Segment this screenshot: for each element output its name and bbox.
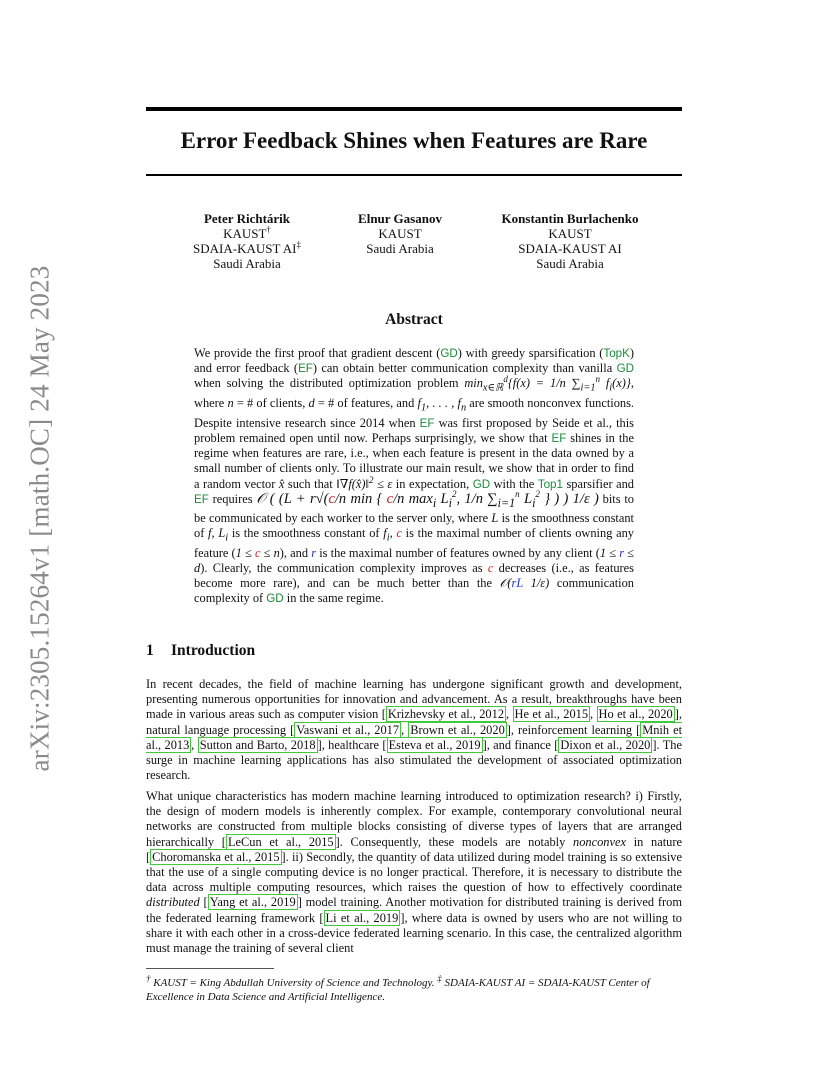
- citation-link[interactable]: Esteva et al., 2019: [388, 737, 481, 752]
- problem-formula: $\min_{x\in ℝ}^d\{f(x) = 1/n$ $\sum_{i=1}^n$ $f_i(x)$}: [464, 374, 631, 394]
- author-3-affiliation-2: SDAIA-KAUST AI: [518, 241, 622, 256]
- double-dagger-mark: ‡: [296, 239, 301, 250]
- footnote-rule: [146, 968, 274, 969]
- acronym-gd: GD: [472, 477, 491, 491]
- dagger-mark: †: [266, 224, 271, 235]
- author-1-country: Saudi Arabia: [213, 256, 281, 271]
- author-2: [344, 211, 456, 256]
- section-number: 1: [146, 642, 154, 659]
- acronym-ef: EF: [194, 492, 209, 506]
- citation-link[interactable]: Vaswani et al., 2017: [296, 722, 400, 737]
- author-3-affiliation-1: KAUST: [548, 226, 592, 241]
- citation-link[interactable]: Choromanska et al., 2015: [152, 849, 280, 864]
- citation-link[interactable]: LeCun et al., 2015: [227, 834, 334, 849]
- double-dagger-mark: ‡: [437, 973, 442, 984]
- author-3-country: Saudi Arabia: [536, 256, 604, 271]
- acronym-topk: TopK: [603, 347, 630, 360]
- citation-link[interactable]: Sutton and Barto, 2018: [199, 737, 316, 752]
- acronym-ef: EF: [551, 431, 567, 445]
- citation-link[interactable]: Mnih et al., 2013: [146, 722, 683, 752]
- author-2-country: Saudi Arabia: [366, 241, 434, 256]
- abstract-heading: Abstract: [385, 311, 443, 328]
- emphasis-nonconvex: nonconvex: [573, 834, 626, 849]
- acronym-gd: GD: [440, 347, 458, 360]
- acronym-top1: Top1: [537, 477, 563, 491]
- author-1-affiliation-1: KAUST†: [223, 224, 271, 241]
- citation-link[interactable]: Yang et al., 2019: [209, 895, 296, 910]
- abstract-text: We provide the first proof that gradient descent (GD) with greedy sparsification (TopK) and error feedback (EF) can obtain better communication complexity than vanilla GD when solving the distributed optimization problem $\min_{x\in ℝ}^d\{f(x) = 1/n$ $\sum_{i=1}^n$ $f_i(x)$}, where n = # of clients, d = # of features, and $f_1$, . . . , $f_n$ are smooth nonconvex functions. Despite intensive research since 2014 when EF was first proposed by Seide et al., this problem remained open until now. Perhaps surprisingly, we show that EF shines in the regime when features are rare, i.e., when each feature is present in the data owned by a small number of clients only. To illustrate our main result, we show that in order to find a random vector x̂ such that ‖∇f(x̂)‖$^2$ ≤ ε in expectation, GD with the Top1 sparsifier and EF requires 𝒪 ( (L + r√(c/n min { c/n $\max_i L_i^2$, 1/n $\sum_{i=1}^n$ $L_i^2$ } ) ) 1/ε ) bits to be communicated by each worker to the server only, where L is the smoothness constant of f, $L_i$ is the smoothness constant of $f_i$, c is the maximal number of clients owning any feature (1 ≤ c ≤ n), and r is the maximal number of features owned by any client (1 ≤ r ≤ d). Clearly, the communication complexity improves as c decreases (i.e., as features become more rare), and can be much better than the 𝒪(rL 1/ε) communication complexity of GD in the same regime.: [194, 346, 635, 606]
- citation-link[interactable]: Ho et al., 2020: [598, 707, 673, 722]
- citation-link[interactable]: He et al., 2015: [514, 707, 589, 722]
- author-1-name: Peter Richtárik: [203, 211, 291, 226]
- citation-link[interactable]: Dixon et al., 2020: [560, 737, 651, 752]
- author-2-name: Elnur Gasanov: [358, 211, 442, 226]
- arxiv-identifier-text: arXiv:2305.15264v1 [math.OC] 24 May 2023: [24, 265, 55, 771]
- author-block: [146, 211, 682, 281]
- complexity-formula: 𝒪 ( (L + r√(c/n min { c/n $\max_i L_i^2$, 1/n $\sum_{i=1}^n$ $L_i^2$ } ) ) 1/ε ): [256, 488, 599, 510]
- acronym-gd: GD: [616, 362, 635, 376]
- section-title: Introduction: [171, 642, 256, 659]
- citation-link[interactable]: Li et al., 2019: [325, 910, 399, 925]
- author-1: [182, 211, 312, 271]
- intro-paragraph-2: What unique characteristics has modern machine learning introduced to optimization research? i) Firstly, the design of modern models is inherently complex. For example, contemporary convolutional neural networks are constructed from multiple blocks consisting of diverse types of layers that are arranged hierarchically [ LeCun et al., 2015 ]. Consequently, these models are notably nonconvex in nature [ Choromanska et al., 2015 ]. ii) Secondly, the quantity of data utilized during model training is so extensive that the use of a single computing device is no longer practical. Therefore, it is necessary to distribute the data across multiple computing resources, which raises the question of how to effectively coordinate distributed [ Yang et al., 2019 ] model training. Another motivation for distributed training is derived from the federated learning framework [ Li et al., 2019 ], where data is owned by users who are not willing to share it with each other in a cross-device federated learning scenario. In this case, the centralized algorithm must manage the training of several client: [146, 789, 682, 956]
- paper-title: Error Feedback Shines when Features are Rare: [180, 128, 648, 153]
- acronym-ef: EF: [298, 362, 313, 376]
- title-bottom-rule: [146, 174, 682, 176]
- intro-paragraph-1: In recent decades, the field of machine learning has undergone significant growth and development, presenting numerous opportunities for innovation and advancement. As a result, breakthroughs have been made in various areas such as computer vision [ Krizhevsky et al., 2012 , He et al., 2015 , Ho et al., 2020 ], natural language processing [ Vaswani et al., 2017 , Brown et al., 2020 ], reinforcement learning [ Mnih et al., 2013 , Sutton and Barto, 2018 ], healthcare [ Esteva et al., 2019 ], and finance [ Dixon et al., 2020 ]. The surge in machine learning applications has also stimulated the development of associated optimization research.: [146, 677, 683, 783]
- acronym-ef: EF: [419, 416, 435, 430]
- author-3: [490, 211, 650, 271]
- arxiv-identifier-stamp: [22, 258, 58, 778]
- acronym-gd: GD: [266, 592, 284, 606]
- dagger-mark: †: [146, 973, 151, 984]
- section-heading-introduction: [146, 642, 682, 660]
- emphasis-distributed: distributed: [146, 895, 200, 910]
- author-2-affiliation-1: KAUST: [378, 226, 422, 241]
- footnote: † KAUST = King Abdullah University of Science and Technology. ‡ SDAIA-KAUST AI = SDAIA-KAUST Center of Excellence in Data Science and Artificial Intelligence.: [146, 973, 650, 1003]
- citation-link[interactable]: Krizhevsky et al., 2012: [387, 707, 505, 722]
- citation-link[interactable]: Brown et al., 2020: [410, 722, 505, 737]
- author-3-name: Konstantin Burlachenko: [501, 211, 639, 226]
- author-1-affiliation-2: SDAIA-KAUST AI‡: [193, 239, 301, 256]
- title-top-rule: [146, 107, 682, 111]
